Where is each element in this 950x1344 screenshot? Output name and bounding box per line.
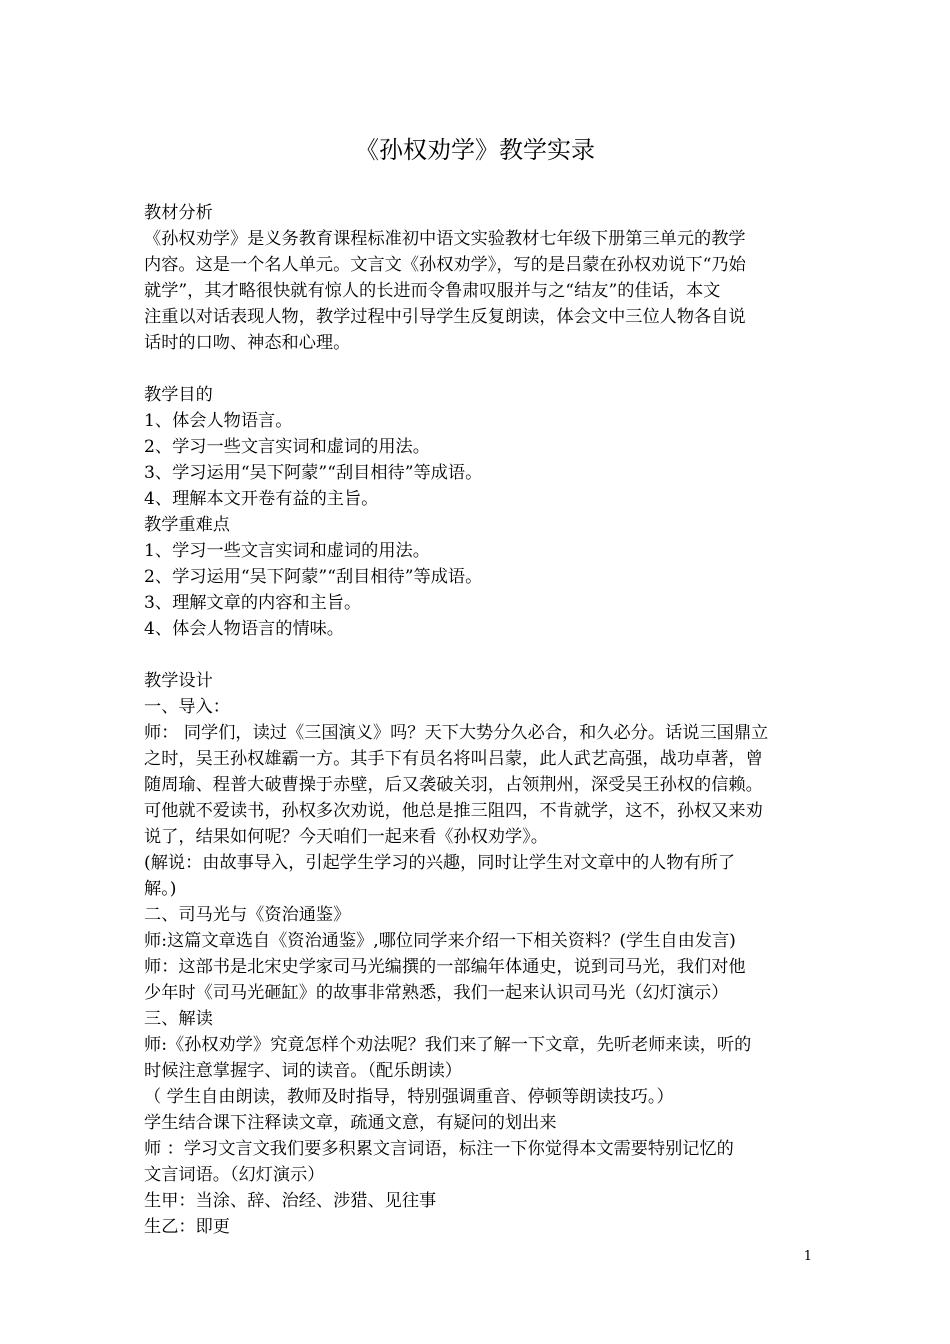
text-line: 内容。这是一个名人单元。文言文《孙权劝学》，写的是吕蒙在孙权劝说下“乃始 bbox=[144, 255, 746, 275]
document-body bbox=[144, 200, 809, 1240]
blank-line bbox=[144, 642, 809, 668]
text-line: 时候注意掌握字、词的读音。（配乐朗读） bbox=[144, 1061, 462, 1081]
text-line: 生乙：即更 bbox=[144, 1217, 230, 1237]
text-line: 教材分析 bbox=[144, 203, 213, 223]
text-line: 1、学习一些文言实词和虚词的用法。 bbox=[144, 541, 430, 561]
text-line: 话时的口吻、神态和心理。 bbox=[144, 333, 351, 353]
text-line: 之时，吴王孙权雄霸一方。其手下有员名将叫吕蒙，此人武艺高强，战功卓著，曾 bbox=[144, 749, 763, 769]
text-line: 4、体会人物语言的情味。 bbox=[144, 619, 344, 639]
document-title: 《孙权劝学》教学实录 bbox=[355, 136, 595, 164]
text-line: 随周瑜、程普大破曹操于赤壁，后又袭破关羽，占领荆州，深受吴王孙权的信赖。 bbox=[144, 775, 763, 795]
text-line: 说了，结果如何呢？今天咱们一起来看《孙权劝学》。 bbox=[144, 827, 548, 847]
text-line: 教学设计 bbox=[144, 671, 213, 691]
text-line: 1、体会人物语言。 bbox=[144, 411, 293, 431]
text-line: 4、理解本文开卷有益的主旨。 bbox=[144, 489, 379, 509]
text-line: 3、理解文章的内容和主旨。 bbox=[144, 593, 362, 613]
text-line: 三、解读 bbox=[144, 1009, 213, 1029]
text-line: 一、导入： bbox=[144, 697, 230, 717]
text-line: 可他就不爱读书，孙权多次劝说，他总是推三阻四，不肯就学，这不，孙权又来劝 bbox=[144, 801, 763, 821]
text-line: 师:这篇文章选自《资治通鉴》,哪位同学来介绍一下相关资料？(学生自由发言) bbox=[144, 931, 736, 951]
text-line: 3、学习运用“吴下阿蒙”“刮目相待”等成语。 bbox=[144, 463, 483, 483]
text-line: 二、司马光与《资治通鉴》 bbox=[144, 905, 351, 925]
text-line: 注重以对话表现人物，教学过程中引导学生反复朗读，体会文中三位人物各自说 bbox=[144, 307, 746, 327]
text-line: 师 ：学习文言文我们要多积累文言词语，标注一下你觉得本文需要特别记忆的 bbox=[144, 1139, 734, 1159]
page-number: 1 bbox=[803, 1249, 812, 1264]
text-line: （ 学生自由朗读，教师及时指导，特别强调重音、停顿等朗读技巧。） bbox=[144, 1087, 674, 1107]
text-line: 学生结合课下注释读文章，疏通文意，有疑问的划出来 bbox=[144, 1113, 557, 1133]
text-line: 少年时《司马光砸缸》的故事非常熟悉，我们一起来认识司马光（幻灯演示） bbox=[144, 983, 729, 1003]
text-line: 《孙权劝学》是义务教育课程标准初中语文实验教材七年级下册第三单元的教学 bbox=[144, 229, 746, 249]
text-line: 师：这部书是北宋史学家司马光编撰的一部编年体通史，说到司马光，我们对他 bbox=[144, 957, 746, 977]
text-line: 就学”，其才略很快就有惊人的长进而令鲁肃叹服并与之“结友”的佳话，本文 bbox=[144, 281, 721, 301]
text-line: 师： 同学们，读过《三国演义》吗？天下大势分久必合，和久必分。话说三国鼎立 bbox=[144, 723, 769, 743]
text-line: 生甲：当涂、辞、治经、涉猎、见往事 bbox=[144, 1191, 437, 1211]
blank-line bbox=[144, 356, 809, 382]
text-line: 教学目的 bbox=[144, 385, 213, 405]
text-line: (解说：由故事导入，引起学生学习的兴趣，同时让学生对文章中的人物有所了 bbox=[144, 853, 736, 873]
text-line: 文言词语。（幻灯演示） bbox=[144, 1165, 325, 1185]
text-line: 2、学习一些文言实词和虚词的用法。 bbox=[144, 437, 430, 457]
text-line: 2、学习运用“吴下阿蒙”“刮目相待”等成语。 bbox=[144, 567, 483, 587]
text-line: 教学重难点 bbox=[144, 515, 230, 535]
text-line: 师:《孙权劝学》究竟怎样个劝法呢？我们来了解一下文章，先听老师来读，听的 bbox=[144, 1035, 752, 1055]
text-line: 解。) bbox=[144, 879, 177, 899]
